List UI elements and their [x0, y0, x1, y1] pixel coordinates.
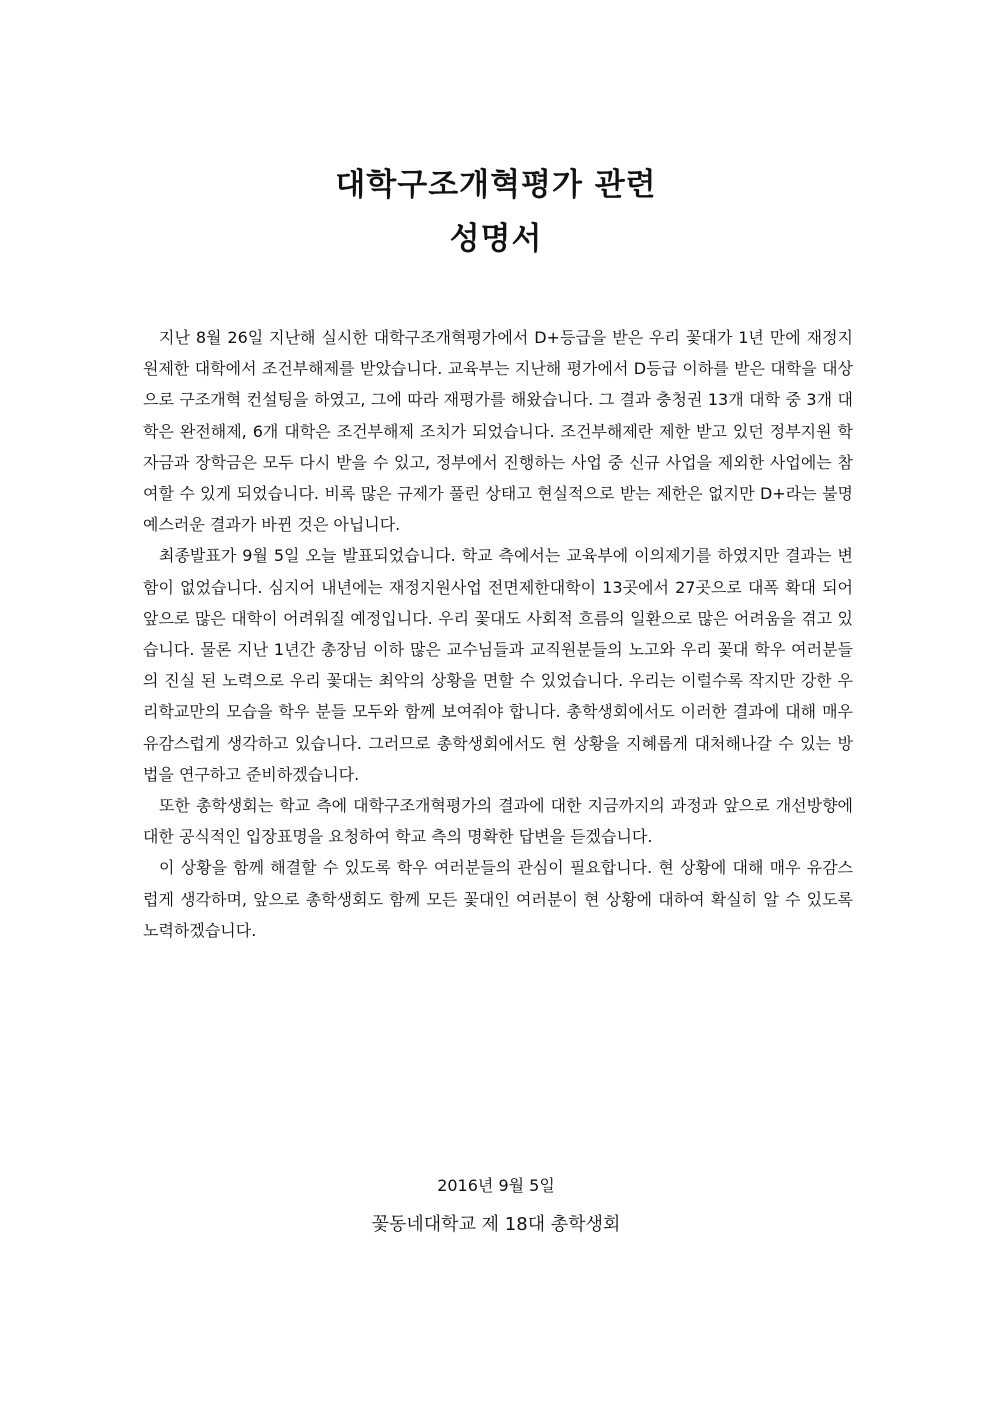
paragraph-3: 또한 총학생회는 학교 측에 대학구조개혁평가의 결과에 대한 지금까지의 과정과 앞으로 개선방향에 대한 공식적인 입장표명을 요청하여 학교 측의 명확한 답변을 듣겠습니다. — [143, 796, 853, 847]
document-title — [0, 158, 992, 266]
paragraph-2: 최종발표가 9월 5일 오늘 발표되었습니다. 학교 측에서는 교육부에 이의제기를 하였지만 결과는 변함이 없었습니다. 심지어 내년에는 재정지원사업 전면제한대학이 13곳에서 27곳으로 대폭 확대 되어 앞으로 많은 대학이 어려워질 예정입니다. 우리 꽃대도 사회적 흐름의 일환으로 많은 어려움을 겪고 있습니다. 물론 지난 1년간 총장님 이하 많은 교수님들과 교직원분들의 노고와 우리 꽃대 학우 여러분들의 진실 된 노력으로 우리 꽃대는 최악의 상황을 면할 수 있었습니다. 우리는 이럴수록 작지만 강한 우리학교만의 모습을 학우 분들 모두와 함께 보여줘야 합니다. 총학생회에서도 이러한 결과에 대해 매우 유감스럽게 생각하고 있습니다. 그러므로 총학생회에서도 현 상황을 지혜롭게 대처해나갈 수 있는 방법을 연구하고 준비하겠습니다. — [143, 546, 853, 784]
title-line-2: 성명서 — [449, 221, 543, 257]
statement-signature: 꽃동네대학교 제 18대 총학생회 — [371, 1214, 621, 1235]
paragraph-4: 이 상황을 함께 해결할 수 있도록 학우 여러분들의 관심이 필요합니다. 현 상황에 대해 매우 유감스럽게 생각하며, 앞으로 총학생회도 함께 모든 꽃대인 여러분이 현 상황에 대하여 확실히 알 수 있도록 노력하겠습니다. — [143, 858, 853, 940]
statement-date: 2016년 9월 5일 — [437, 1176, 555, 1195]
paragraph-1: 지난 8월 26일 지난해 실시한 대학구조개혁평가에서 D+등급을 받은 우리 꽃대가 1년 만에 재정지원제한 대학에서 조건부해제를 받았습니다. 교육부는 지난해 평가에서 D등급 이하를 받은 대학을 대상으로 구조개혁 컨설팅을 하였고, 그에 따라 재평가를 해왔습니다. 그 결과 충청권 13개 대학 중 3개 대학은 완전해제, 6개 대학은 조건부해제 조치가 되었습니다. 조건부해제란 제한 받고 있던 정부지원 학자금과 장학금은 모두 다시 받을 수 있고, 정부에서 진행하는 사업 중 신규 사업을 제외한 사업에는 참여할 수 있게 되었습니다. 비록 많은 규제가 풀린 상태고 현실적으로 받는 제한은 없지만 D+라는 불명예스러운 결과가 바뀐 것은 아닙니다. — [143, 328, 853, 535]
title-line-1: 대학구조개혁평가 관련 — [335, 167, 657, 203]
statement-body — [143, 322, 853, 946]
